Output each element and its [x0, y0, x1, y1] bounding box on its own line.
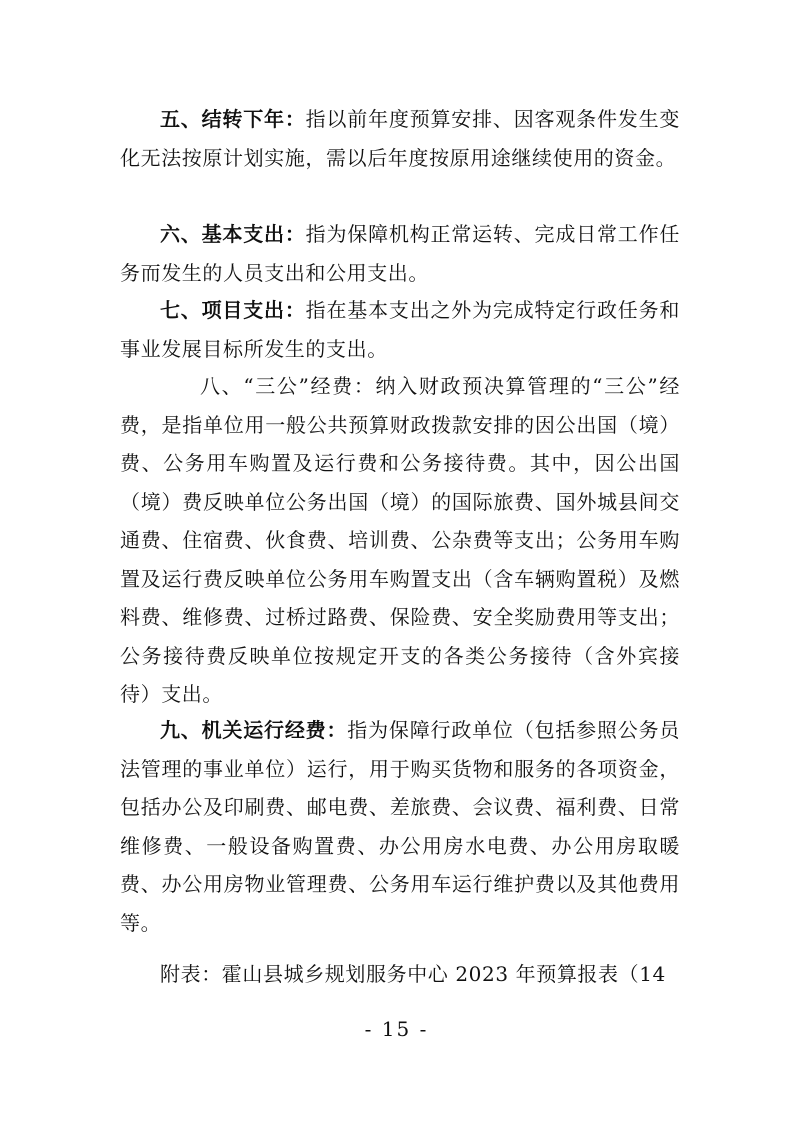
definition-agency-operating-expenses: 指为保障行政单位（包括参照公务员法管理的事业单位）运行，用于购买货物和服务的各项资金，包括办公及印刷费、邮电费、差旅费、会议费、福利费、日常维修费、一般设备购置费、办公用房水电费、办公用房取暖费、办公用房物业管理费、公务用车运行维护费以及其他费用等。: [120, 718, 680, 935]
term-carryover: 五、结转下年：: [160, 107, 306, 131]
paragraph-project-expenditure: [120, 291, 680, 368]
definition-three-public-expenses: 纳入财政预决算管理的“三公”经费，是指单位用一般公共预算财政拨款安排的因公出国（境）费、公务用车购置及运行费和公务接待费。其中，因公出国（境）费反映单位公务出国（境）的国际旅费、国外城县间交通费、住宿费、伙食费、培训费、公杂费等支出；公务用车购置及运行费反映单位公务用车购置支出（含车辆购置税）及燃料费、维修费、过桥过路费、保险费、安全奖励费用等支出；公务接待费反映单位按规定开支的各类公务接待（含外宾接待）支出。: [120, 374, 680, 706]
paragraph-basic-expenditure: [120, 215, 680, 292]
term-project-expenditure: 七、项目支出：: [160, 298, 306, 322]
term-three-public-expenses: 八、“三公”经费：: [200, 374, 376, 398]
paragraph-three-public-expenses: [120, 367, 680, 714]
definition-project-expenditure: 指在基本支出之外为完成特定行政任务和事业发展目标所发生的支出。: [120, 298, 680, 361]
appendix-note: 附表：霍山县城乡规划服务中心 2023 年预算报表（14: [160, 962, 666, 986]
paragraph-carryover: [120, 100, 680, 177]
paragraph-agency-operating-expenses: [120, 711, 680, 942]
term-agency-operating-expenses: 九、机关运行经费：: [160, 718, 348, 742]
page-number: - 15 -: [364, 1017, 429, 1041]
definition-carryover: 指以前年度预算安排、因客观条件发生变化无法按原计划实施，需以后年度按原用途继续使用的资金。: [120, 107, 680, 170]
term-basic-expenditure: 六、基本支出：: [160, 222, 306, 246]
definition-basic-expenditure: 指为保障机构正常运转、完成日常工作任务而发生的人员支出和公用支出。: [120, 222, 680, 285]
